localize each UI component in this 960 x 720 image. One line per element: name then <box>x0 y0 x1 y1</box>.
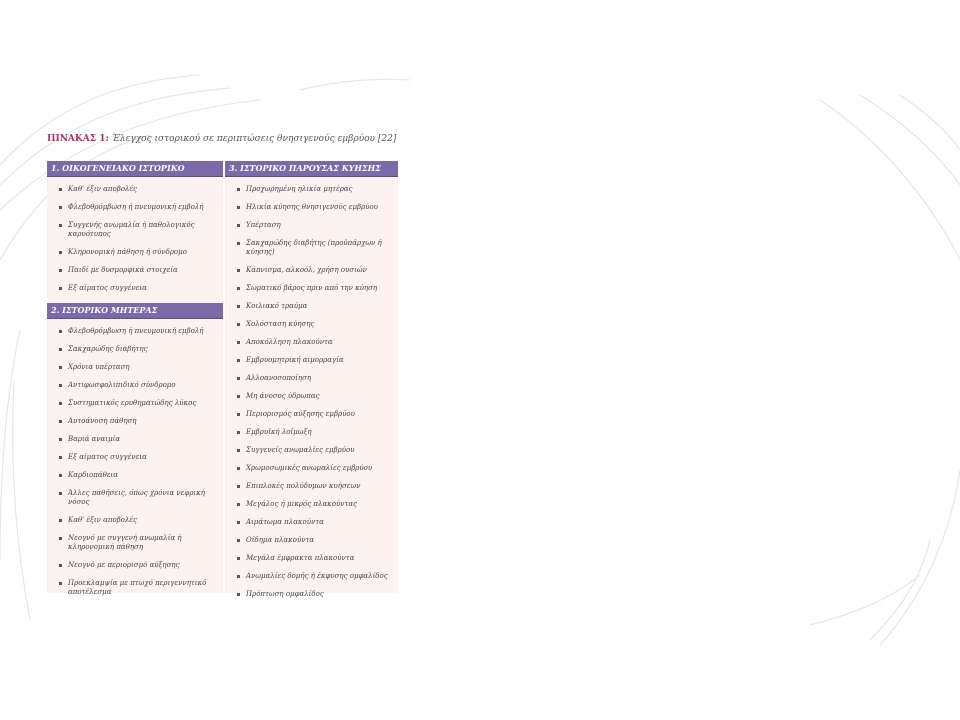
list-item: Αποκόλληση πλακούντα <box>225 334 398 352</box>
list-item: Μεγάλος ή μικρός πλακούντας <box>225 496 398 514</box>
list-item: Μη άνοσος ύδρωπας <box>225 388 398 406</box>
section-header-maternal-history: 2. ΙΣΤΟΡΙΚΟ ΜΗΤΕΡΑΣ <box>47 303 223 319</box>
list-item: Παιδί με δυσμορφικά στοιχεία <box>47 262 223 280</box>
list-item: Αυτοάνοση πάθηση <box>47 413 223 431</box>
maternal-history-list <box>47 319 223 604</box>
list-item: Υπέρταση <box>225 217 398 235</box>
list-item: Χολόσταση κύησης <box>225 316 398 334</box>
right-column <box>225 161 398 606</box>
list-item: Προχωρημένη ηλικία μητέρας <box>225 181 398 199</box>
list-item: Φλεβοθρόμβωση ή πνευμονική εμβολή <box>47 199 223 217</box>
list-item: Προεκλαμψία με πτωχό περιγεννητικό αποτέλεσμα <box>47 575 223 602</box>
list-item: Βαριά αναιμία <box>47 431 223 449</box>
left-column <box>47 161 223 604</box>
list-item: Καρδιοπάθεια <box>47 467 223 485</box>
list-item: Φλεβοθρόμβωση ή πνευμονική εμβολή <box>47 323 223 341</box>
history-checklist-table <box>47 161 398 598</box>
list-item: Εξ αίματος συγγένεια <box>47 280 223 298</box>
current-pregnancy-list <box>225 177 398 606</box>
list-item: Κοιλιακό τραύμα <box>225 298 398 316</box>
section-header-family-history: 1. ΟΙΚΟΓΕΝΕΙΑΚΟ ΙΣΤΟΡΙΚΟ <box>47 161 223 177</box>
list-item: Αλλοανοσοποίηση <box>225 370 398 388</box>
list-item: Εξ αίματος συγγένεια <box>47 449 223 467</box>
list-item: Σακχαρώδης διαβήτης (προϋπάρχων ή κύησης) <box>225 235 398 262</box>
list-item: Χρωμοσωμικές ανωμαλίες εμβρύου <box>225 460 398 478</box>
list-item: Επιπλοκές πολύδυμων κυήσεων <box>225 478 398 496</box>
list-item: Εμβρυϊκή λοίμωξη <box>225 424 398 442</box>
list-item: Πρόπτωση ομφαλίδος <box>225 586 398 604</box>
list-item: Άλλες παθήσεις, όπως χρόνια νεφρική νόσος <box>47 485 223 512</box>
list-item: Χρόνια υπέρταση <box>47 359 223 377</box>
list-item: Σωματικό βάρος πριν από την κύηση <box>225 280 398 298</box>
list-item: Μεγάλα έμφρακτα πλακούντα <box>225 550 398 568</box>
list-item: Συγγενής ανωμαλία ή παθολογικός καρυότυπος <box>47 217 223 244</box>
list-item: Ανωμαλίες δομής ή έκφυσης ομφαλίδος <box>225 568 398 586</box>
table-caption-text: Έλεγχος ιστορικού σε περιπτώσεις θνησιγενούς εμβρύου [22] <box>111 134 397 144</box>
list-item: Κληρονομική πάθηση ή σύνδρομο <box>47 244 223 262</box>
list-item: Κάπνισμα, αλκοόλ, χρήση ουσιών <box>225 262 398 280</box>
list-item: Καθ' έξιν αποβολές <box>47 512 223 530</box>
list-item: Συγγενείς ανωμαλίες εμβρύου <box>225 442 398 460</box>
list-item: Περιορισμός αύξησης εμβρύου <box>225 406 398 424</box>
list-item: Συστηματικός ερυθηματώδης λύκος <box>47 395 223 413</box>
list-item: Εμβρυομητρική αιμορραγία <box>225 352 398 370</box>
list-item: Αντιφωσφολιπιδικό σύνδρομο <box>47 377 223 395</box>
section-header-current-pregnancy: 3. ΙΣΤΟΡΙΚΟ ΠΑΡΟΥΣΑΣ ΚΥΗΣΗΣ <box>225 161 398 177</box>
list-item: Αιμάτωμα πλακούντα <box>225 514 398 532</box>
table-caption-label: ΠΙΝΑΚΑΣ 1: <box>47 134 109 144</box>
table-caption <box>47 133 407 145</box>
list-item: Καθ' έξιν αποβολές <box>47 181 223 199</box>
list-item: Ηλικία κύησης θνησιγενούς εμβρύου <box>225 199 398 217</box>
list-item: Οίδημα πλακούντα <box>225 532 398 550</box>
family-history-list <box>47 177 223 300</box>
list-item: Σακχαρώδης διαβήτης <box>47 341 223 359</box>
list-item: Νεογνό με συγγενή ανωμαλία ή κληρονομική πάθηση <box>47 530 223 557</box>
list-item: Νεογνό με περιορισμό αύξησης <box>47 557 223 575</box>
